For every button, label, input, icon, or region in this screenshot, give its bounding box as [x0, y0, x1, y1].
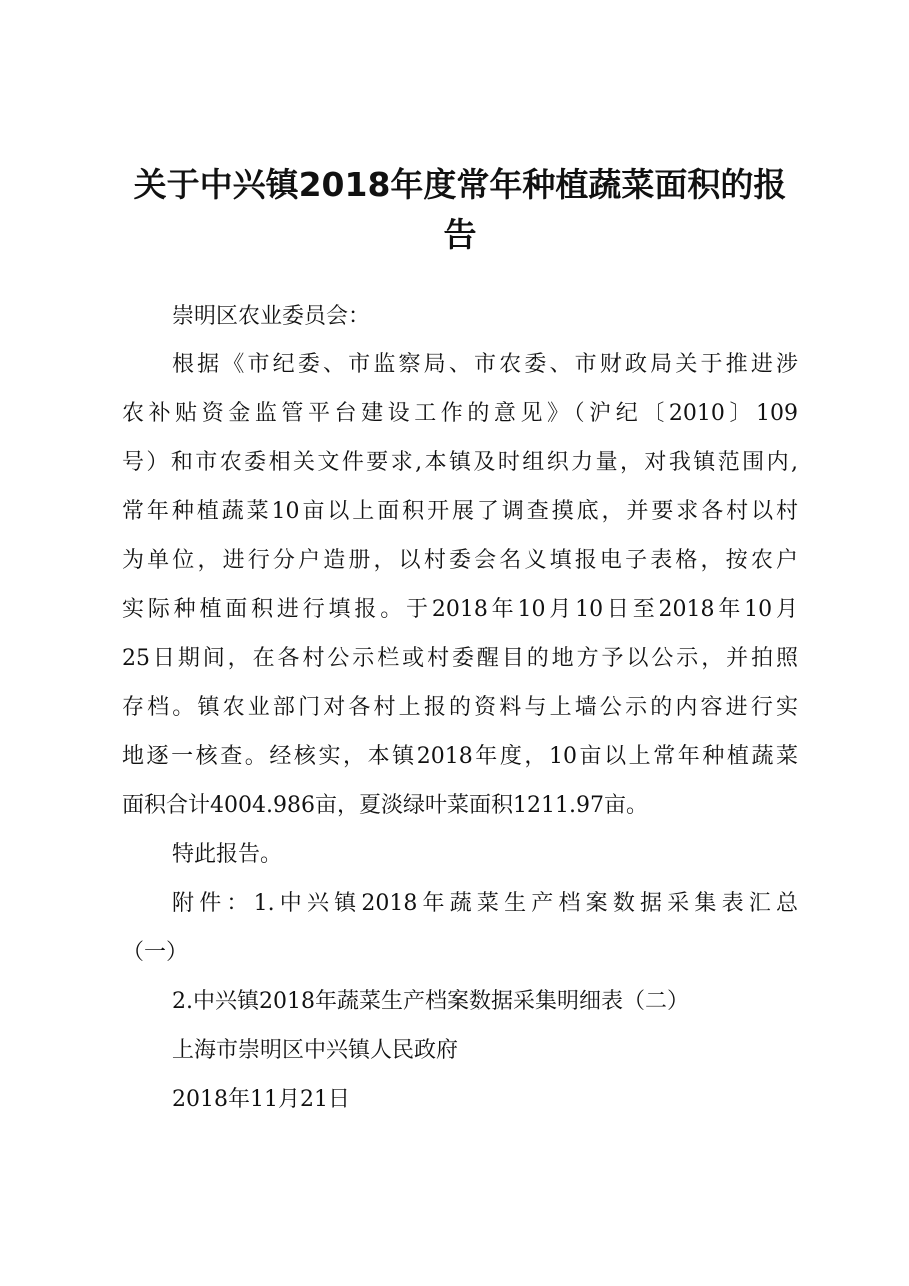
body-line-7: 25日期间，在各村公示栏或村委醒目的地方予以公示，并拍照	[122, 646, 798, 671]
closing: 特此报告。	[172, 842, 283, 867]
body-line-10: 面积合计4004.986亩，夏淡绿叶菜面积1211.97亩。	[122, 793, 648, 818]
body-line-8: 存档。镇农业部门对各村上报的资料与上墙公示的内容进行实	[122, 695, 798, 720]
body-line-6: 实际种植面积进行填报。于2018年10月10日至2018年10月	[122, 597, 798, 622]
body-line-9: 地逐一核查。经核实，本镇2018年度，10亩以上常年种植蔬菜	[122, 744, 798, 769]
body-line-2: 农补贴资金监管平台建设工作的意见》（沪纪〔2010〕109	[122, 401, 798, 426]
body-line-4: 常年种植蔬菜10亩以上面积开展了调查摸底，并要求各村以村	[122, 499, 798, 524]
attachment-1-line-2: （一）	[122, 940, 189, 965]
title-line-1: 关于中兴镇2018年度常年种植蔬菜面积的报	[133, 165, 787, 204]
salutation: 崇明区农业委员会：	[172, 304, 371, 329]
body-line-1: 根据《市纪委、市监察局、市农委、市财政局关于推进涉	[172, 352, 798, 377]
document-title	[120, 160, 800, 260]
body-line-3: 号）和市农委相关文件要求,本镇及时组织力量，对我镇范围内,	[122, 450, 798, 475]
attachment-1-line-1: 附件：1.中兴镇2018年蔬菜生产档案数据采集表汇总	[172, 891, 798, 916]
attachment-2: 2.中兴镇2018年蔬菜生产档案数据采集明细表（二）	[172, 989, 689, 1014]
body-line-5: 为单位，进行分户造册，以村委会名义填报电子表格，按农户	[122, 548, 798, 573]
signature-org: 上海市崇明区中兴镇人民政府	[172, 1038, 459, 1063]
signature-date: 2018年11月21日	[172, 1087, 350, 1112]
title-line-2: 告	[443, 215, 477, 254]
